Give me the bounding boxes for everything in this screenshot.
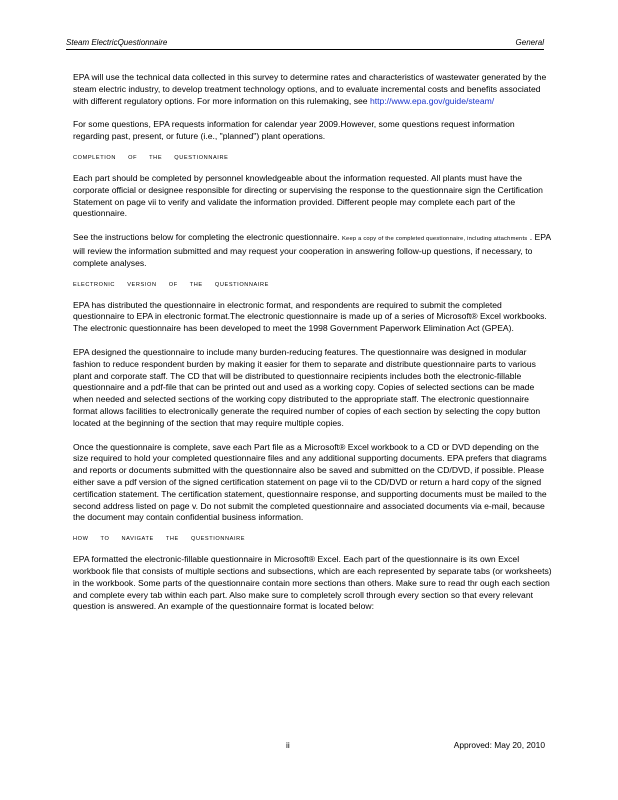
paragraph-instructions bbox=[73, 232, 553, 269]
heading-completion: COMPLETION OF THE QUESTIONNAIRE bbox=[73, 154, 229, 161]
paragraph-data-use bbox=[73, 72, 553, 107]
instructions-keep-copy: Keep a copy of the completed questionnaire, including attachments bbox=[341, 236, 528, 243]
heading-navigate: HOW TO NAVIGATE THE QUESTIONNAIRE bbox=[73, 536, 246, 543]
paragraph-submission: Once the questionnaire is complete, save each Part file as a Microsoft® Excel workbook to a CD or DVD depending on the size required to hold your completed questionnaire files and any additional supporting documents. EPA prefers that diagrams and reports or documents submitted with the questionnaire also be saved and submitted on the CD/DVD, if possible. Please either save a pdf version of the signed certification statement on page vii to the CD/DVD or return a hard copy of the signed certification statement. The certification statement, questionnaire response, and supporting documents must be mailed to the second address listed on page v. Do not submit the completed questionnaire and associated documents via e-mail, because the document may contain confidential business information. bbox=[73, 441, 547, 523]
page-body bbox=[73, 72, 553, 625]
instructions-text-a: See the instructions below for completing the electronic questionnaire. bbox=[73, 232, 342, 243]
header-document-title: Steam ElectricQuestionnaire bbox=[66, 38, 168, 47]
instructions-text-b: . EPA will review the information submitted and may request your cooperation in answering follow-up questions, if necessary, to complete analyses. bbox=[73, 232, 551, 268]
approval-date: Approved: May 20, 2010 bbox=[453, 740, 545, 750]
paragraph-personnel: Each part should be completed by personnel knowledgeable about the information requested. All plants must have the corporate official or designee responsible for directing or supervising the response to the questionnaire sign the Certification Statement on page vii to verify and validate the information provided. Different people may complete each part of the questionnaire. bbox=[73, 172, 543, 219]
heading-electronic-version: ELECTRONIC VERSION OF THE QUESTIONNAIRE bbox=[73, 281, 270, 288]
header-section-name: General bbox=[515, 38, 544, 47]
paragraph-navigation: EPA formatted the electronic-fillable questionnaire in Microsoft® Excel. Each part of the questionnaire is its own Excel workbook file that consists of multiple sections and subsections, which are each represented by separate tabs (or worksheets) in the workbook. Some parts of the questionnaire contain more sections than others. Make sure to read thr ough each section and complete every tab within each part. Also make sure to completely scroll through every section so that every relevant question is answered. An example of the questionnaire format is located below: bbox=[73, 554, 552, 612]
page-number: ii bbox=[286, 740, 290, 750]
paragraph-burden-reducing: EPA designed the questionnaire to include many burden-reducing features. The questionnaire was designed in modular fashion to reduce respondent burden by making it easier for them to separate and distribute questionnaire parts to various plant and corporate staff. The CD that will be distributed to questionnaire recipients includes both the electronic-fillable questionnaire and a pdf-file that can be printed out and used as a working copy. Copies of selected sections can be made when needed and selected sections of the working copy distributed to the appropriate staff. The electronic questionnaire format allows facilities to electronically generate the required number of copies of each section by selecting the copy button located at the beginning of the section that may require multiple copies. bbox=[73, 346, 541, 428]
paragraph-data-use-text: EPA will use the technical data collected in this survey to determine rates and characteristics of wastewater generated by the steam electric industry, to develop treatment technology options, and to evaluate incremental costs and benefits associated with different regulatory options. For more information on this rulemaking, see bbox=[73, 72, 547, 106]
paragraph-electronic-format: EPA has distributed the questionnaire in electronic format, and respondents are required to submit the completed questionnaire to EPA in electronic format.The electronic questionnaire is made up of a series of Microsoft® Excel workbooks. The electronic questionnaire has been developed to meet the 1998 Government Paperwork Elimination Act (GPEA). bbox=[73, 299, 547, 334]
paragraph-calendar-year: For some questions, EPA requests information for calendar year 2009.However, some questions request information regarding past, present, or future (i.e., "planned") plant operations. bbox=[73, 119, 515, 142]
rulemaking-link[interactable]: http://www.epa.gov/guide/steam/ bbox=[369, 95, 495, 106]
running-header bbox=[66, 38, 544, 50]
